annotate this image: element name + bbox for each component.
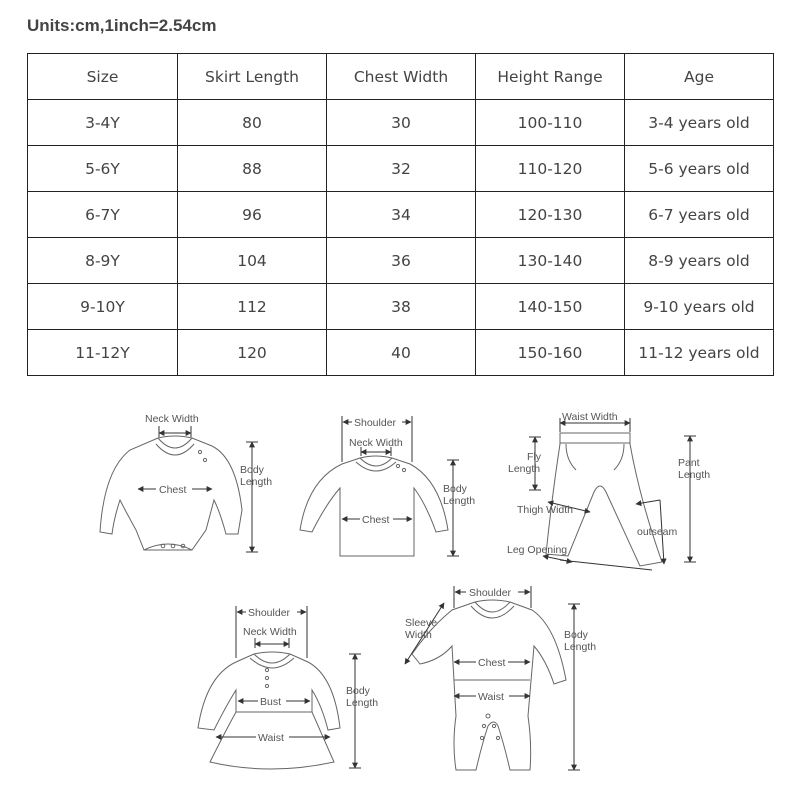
cell-chest-width: 34	[327, 192, 476, 238]
cell-height-range: 110-120	[476, 146, 625, 192]
romper-diagram	[405, 586, 596, 770]
cell-height-range: 100-110	[476, 100, 625, 146]
cell-height-range: 140-150	[476, 284, 625, 330]
header-height-range: Height Range	[476, 54, 625, 100]
cell-skirt-length: 120	[178, 330, 327, 376]
dress-waist-label: Waist	[258, 732, 284, 744]
dress-bust-label: Bust	[260, 696, 282, 708]
dress-diagram	[198, 606, 378, 769]
cell-chest-width: 40	[327, 330, 476, 376]
cell-size: 5-6Y	[28, 146, 178, 192]
romper-body-length-label-1: Body	[564, 629, 588, 641]
pants-pant-length-label-1: Pant	[678, 457, 700, 469]
shirt-body-length-label-1: Body	[443, 483, 467, 495]
dress-neck-width-label: Neck Width	[243, 626, 297, 638]
cell-chest-width: 38	[327, 284, 476, 330]
cell-size: 11-12Y	[28, 330, 178, 376]
cell-size: 8-9Y	[28, 238, 178, 284]
cell-size: 3-4Y	[28, 100, 178, 146]
dress-body-length-label-2: Length	[346, 697, 379, 709]
cell-skirt-length: 80	[178, 100, 327, 146]
bodysuit-chest-label: Chest	[159, 484, 187, 496]
bodysuit-neck-width-label: Neck Width	[145, 413, 199, 425]
units-note: Units:cm,1inch=2.54cm	[27, 16, 217, 35]
pants-waist-width-label: Waist Width	[562, 411, 618, 423]
pants-outseam-label: outseam	[637, 526, 678, 538]
romper-body-length-label-2: Length	[564, 641, 597, 653]
cell-chest-width: 36	[327, 238, 476, 284]
bodysuit-diagram	[100, 413, 272, 552]
cell-skirt-length: 112	[178, 284, 327, 330]
cell-age: 8-9 years old	[625, 238, 774, 284]
shirt-diagram	[300, 416, 475, 556]
romper-waist-label: Waist	[478, 691, 504, 703]
romper-sleeve-width-label-1: Sleeve	[405, 617, 438, 629]
cell-height-range: 130-140	[476, 238, 625, 284]
cell-skirt-length: 96	[178, 192, 327, 238]
header-chest-width: Chest Width	[327, 54, 476, 100]
cell-age: 6-7 years old	[625, 192, 774, 238]
cell-age: 5-6 years old	[625, 146, 774, 192]
cell-height-range: 150-160	[476, 330, 625, 376]
shirt-body-length-label-2: Length	[443, 495, 476, 507]
romper-sleeve-width-label-2: Width	[405, 629, 432, 641]
pants-pant-length-label-2: Length	[678, 469, 711, 481]
romper-chest-label: Chest	[478, 657, 506, 669]
cell-age: 11-12 years old	[625, 330, 774, 376]
pants-fly-length-label-2: Length	[508, 463, 541, 475]
pants-diagram	[507, 411, 710, 570]
cell-age: 3-4 years old	[625, 100, 774, 146]
cell-height-range: 120-130	[476, 192, 625, 238]
header-skirt-length: Skirt Length	[178, 54, 327, 100]
cell-chest-width: 32	[327, 146, 476, 192]
header-age: Age	[625, 54, 774, 100]
pants-fly-length-label-1: Fly	[527, 451, 541, 463]
cell-skirt-length: 104	[178, 238, 327, 284]
dress-body-length-label-1: Body	[346, 685, 370, 697]
dress-shoulder-label: Shoulder	[248, 607, 291, 619]
shirt-chest-label: Chest	[362, 514, 390, 526]
cell-size: 6-7Y	[28, 192, 178, 238]
header-size: Size	[28, 54, 178, 100]
pants-thigh-width-label: Thigh Width	[517, 504, 574, 516]
bodysuit-body-length-label-1: Body	[240, 464, 264, 476]
cell-size: 9-10Y	[28, 284, 178, 330]
cell-skirt-length: 88	[178, 146, 327, 192]
pants-leg-opening-label: Leg Opening	[507, 544, 568, 556]
bodysuit-body-length-label-2: Length	[240, 476, 273, 488]
cell-chest-width: 30	[327, 100, 476, 146]
cell-age: 9-10 years old	[625, 284, 774, 330]
romper-shoulder-label: Shoulder	[469, 587, 512, 599]
shirt-neck-width-label: Neck Width	[349, 437, 403, 449]
shirt-shoulder-label: Shoulder	[354, 417, 397, 429]
